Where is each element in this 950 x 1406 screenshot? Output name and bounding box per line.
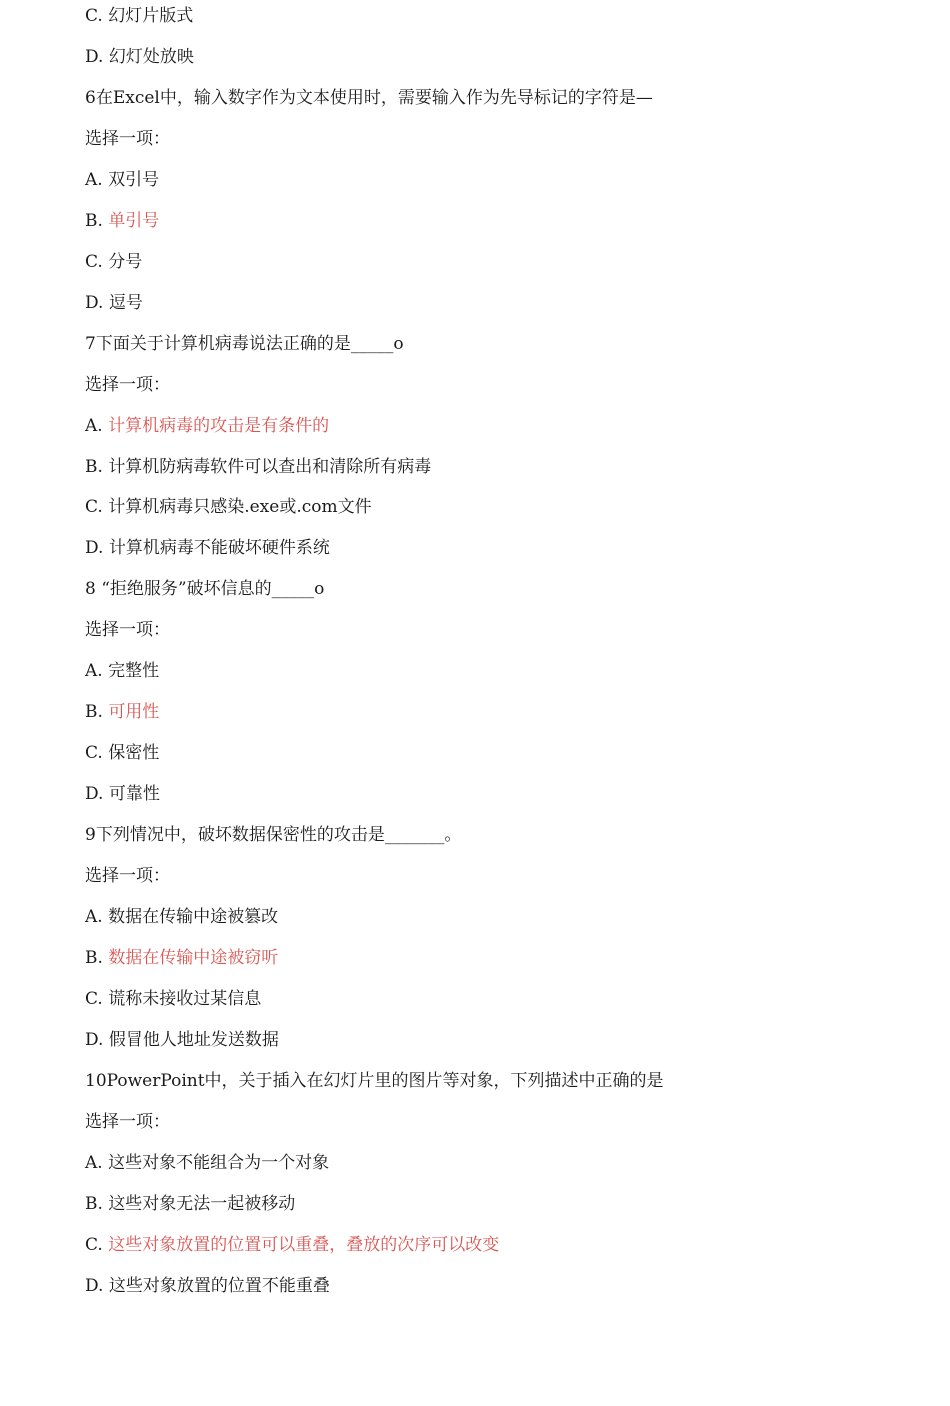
option-text: 幻灯片版式 xyxy=(108,6,194,26)
option-letter: D. xyxy=(85,1275,109,1296)
option-letter: B. xyxy=(85,456,109,477)
option-line xyxy=(85,986,261,1012)
line-text: 选择一项： xyxy=(85,1111,170,1132)
option-line xyxy=(85,740,159,766)
option-line xyxy=(85,44,194,70)
option-line xyxy=(85,290,143,316)
option-text: 谎称未接收过某信息 xyxy=(108,988,262,1009)
option-text: 完整性 xyxy=(108,661,160,682)
option-line-correct xyxy=(85,1232,499,1258)
line-text: 选择一项： xyxy=(85,128,170,149)
option-letter: A. xyxy=(85,169,109,190)
option-line xyxy=(85,494,372,520)
option-text: 这些对象放置的位置不能重叠 xyxy=(108,1275,330,1296)
option-letter: D. xyxy=(85,292,109,313)
question-line xyxy=(85,822,461,848)
option-line xyxy=(85,904,278,930)
option-text: 这些对象放置的位置可以重叠，叠放的次序可以改变 xyxy=(108,1234,500,1255)
option-letter: A. xyxy=(85,415,109,436)
question-line xyxy=(85,331,404,357)
option-letter: C. xyxy=(85,988,109,1009)
option-letter: B. xyxy=(85,947,109,968)
question-line xyxy=(85,85,653,111)
option-letter: C. xyxy=(85,1234,109,1255)
instruction-line xyxy=(85,863,170,889)
option-line-correct xyxy=(85,945,278,971)
option-letter: C. xyxy=(85,251,109,272)
option-letter: D. xyxy=(85,538,109,559)
option-line xyxy=(85,658,159,684)
option-text: 逗号 xyxy=(108,292,143,313)
option-text: 单引号 xyxy=(108,210,160,231)
option-letter: A. xyxy=(85,1152,109,1173)
option-line xyxy=(85,1150,329,1176)
option-text: 计算机病毒只感染.exe或.com文件 xyxy=(108,497,372,518)
option-line xyxy=(85,249,142,275)
option-line-correct xyxy=(85,413,329,439)
line-text: 7下面关于计算机病毒说法正确的是_____o xyxy=(85,333,404,354)
line-text: 选择一项： xyxy=(85,620,170,641)
option-text: 保密性 xyxy=(108,743,160,764)
line-text: 9下列情况中，破坏数据保密性的攻击是_______。 xyxy=(85,825,462,845)
option-line xyxy=(85,1191,295,1217)
line-text: 10PowerPoint中，关于插入在幻灯片里的图片等对象，下列描述中正确的是 xyxy=(85,1070,664,1091)
option-text: 双引号 xyxy=(108,169,160,190)
option-line xyxy=(85,3,193,29)
instruction-line xyxy=(85,617,170,643)
option-letter: A. xyxy=(85,661,109,682)
option-letter: C. xyxy=(85,743,109,764)
option-line xyxy=(85,1027,279,1053)
option-line-correct xyxy=(85,699,159,725)
option-letter: D. xyxy=(85,47,109,67)
option-line xyxy=(85,167,159,193)
option-text: 计算机病毒的攻击是有条件的 xyxy=(108,415,330,436)
option-text: 计算机防病毒软件可以查出和清除所有病毒 xyxy=(108,456,432,477)
option-letter: A. xyxy=(85,906,109,927)
line-text: 6在Excel中，输入数字作为文本使用时，需要输入作为先导标记的字符是— xyxy=(85,87,653,108)
option-letter: D. xyxy=(85,1029,109,1050)
option-letter: B. xyxy=(85,702,109,723)
option-text: 假冒他人地址发送数据 xyxy=(108,1029,279,1050)
option-letter: B. xyxy=(85,210,109,231)
option-line xyxy=(85,535,330,561)
line-text: 8 “拒绝服务”破坏信息的_____o xyxy=(85,579,325,600)
line-text: 选择一项： xyxy=(85,374,170,395)
option-text: 分号 xyxy=(108,251,143,272)
option-letter: B. xyxy=(85,1193,109,1214)
option-letter: D. xyxy=(85,784,109,805)
option-text: 数据在传输中途被窃听 xyxy=(108,947,279,968)
option-line xyxy=(85,1273,330,1299)
option-text: 可靠性 xyxy=(108,784,160,805)
instruction-line xyxy=(85,372,170,398)
line-text: 选择一项： xyxy=(85,866,170,886)
option-letter: C. xyxy=(85,497,109,518)
option-text: 计算机病毒不能破坏硬件系统 xyxy=(108,538,330,559)
question-line xyxy=(85,576,324,602)
option-line xyxy=(85,454,431,480)
option-letter: C. xyxy=(85,6,109,26)
option-text: 数据在传输中途被篡改 xyxy=(108,906,279,927)
instruction-line xyxy=(85,126,170,152)
option-line xyxy=(85,781,160,807)
option-text: 这些对象无法一起被移动 xyxy=(108,1193,296,1214)
instruction-line xyxy=(85,1109,170,1135)
question-line xyxy=(85,1068,664,1094)
option-text: 幻灯处放映 xyxy=(108,47,194,67)
option-text: 可用性 xyxy=(108,702,160,723)
option-text: 这些对象不能组合为一个对象 xyxy=(108,1152,330,1173)
option-line-correct xyxy=(85,208,159,234)
